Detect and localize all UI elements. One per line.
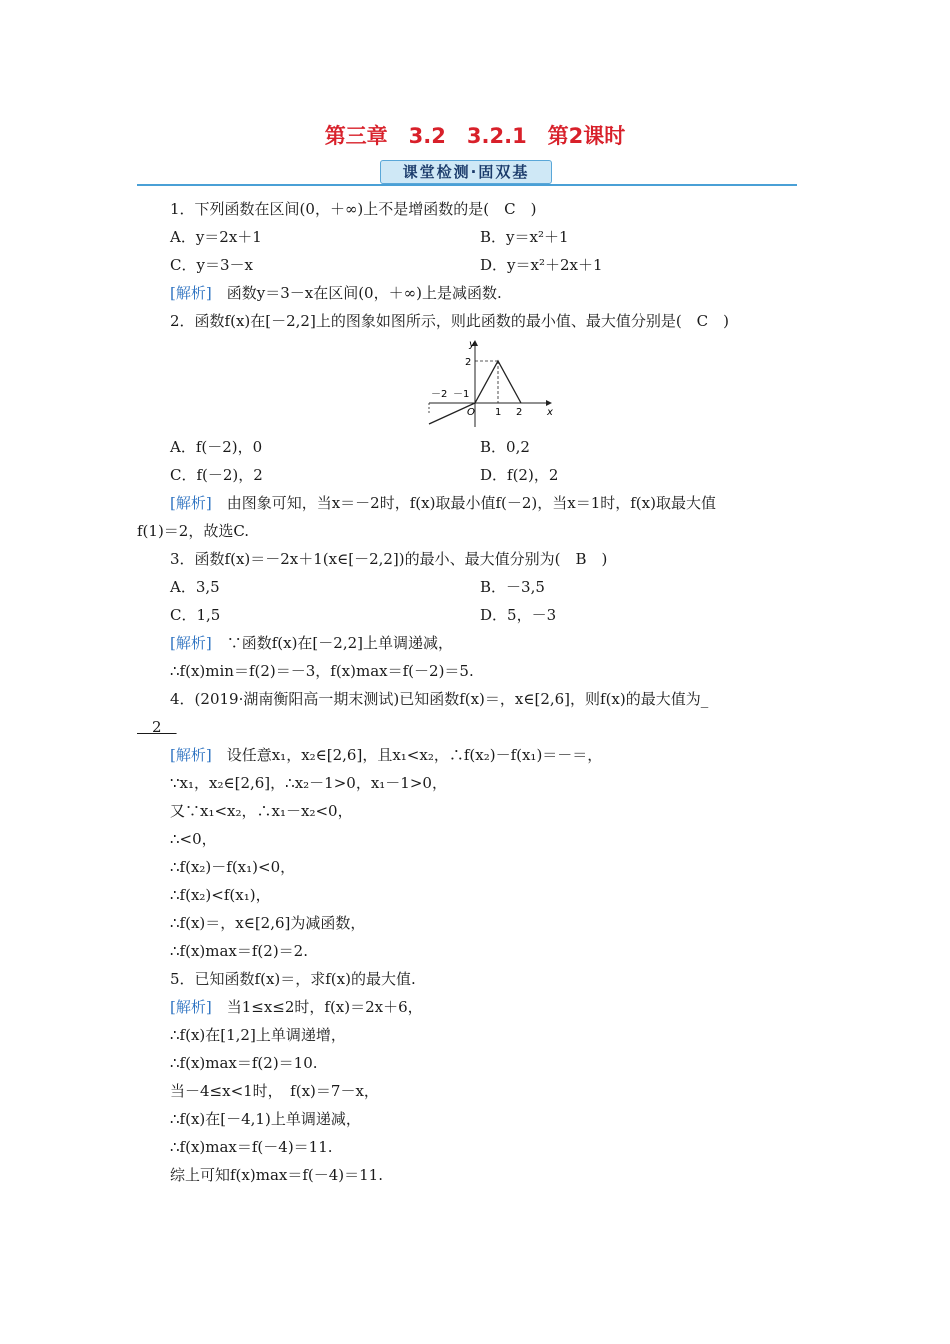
q5-step-5: ∴f(x)在[－4,1)上单调递减， xyxy=(170,1110,361,1128)
q5-step-3: ∴f(x)max＝f(2)＝10. xyxy=(170,1054,318,1072)
q4-explanation xyxy=(170,745,602,765)
q4-stem: 4．(2019·湖南衡阳高一期末测试)已知函数f(x)＝，x∈[2,6]，则f(x)的最大值为_ xyxy=(170,690,709,708)
q3-option-a: A．3,5 xyxy=(170,578,220,596)
q3-explanation-cont: ∴f(x)min＝f(2)＝－3，f(x)max＝f(－2)＝5. xyxy=(170,662,474,680)
q3-explanation-text: ∵函数f(x)在[－2,2]上单调递减， xyxy=(211,634,453,652)
q1-stem: 1．下列函数在区间(0，＋∞)上不是增函数的是( C ) xyxy=(170,200,537,218)
header-rule xyxy=(137,184,797,186)
q1-explanation-text: 函数y＝3－x在区间(0，＋∞)上是减函数. xyxy=(211,284,502,302)
q4-step-6: ∴f(x₂)<f(x₁)， xyxy=(170,886,271,904)
q1-option-c: C．y＝3－x xyxy=(170,256,253,274)
tick-x2: 2 xyxy=(516,407,523,418)
q3-stem: 3．函数f(x)＝－2x＋1(x∈[－2,2])的最小、最大值分别为( B ) xyxy=(170,550,608,568)
q3-option-b: B．－3,5 xyxy=(480,578,545,596)
tick-xm2: －2 xyxy=(431,389,448,400)
analysis-tag: [解析] xyxy=(170,494,212,512)
analysis-tag: [解析] xyxy=(170,998,212,1016)
q2-explanation-cont: f(1)＝2，故选C. xyxy=(137,522,250,540)
q4-step-5: ∴f(x₂)－f(x₁)<0， xyxy=(170,858,296,876)
origin-label: O xyxy=(467,407,475,418)
q1-option-a: A．y＝2x＋1 xyxy=(170,228,262,246)
analysis-tag: [解析] xyxy=(170,284,212,302)
q2-explanation-text: 由图象可知，当x＝－2时，f(x)取最小值f(－2)，当x＝1时，f(x)取最大值 xyxy=(211,494,716,512)
q2-option-a: A．f(－2)，0 xyxy=(170,438,263,456)
page-title: 第三章 3.2 3.2.1 第2课时 xyxy=(324,124,626,148)
section-banner: 课堂检测·固双基 xyxy=(380,160,552,184)
analysis-tag: [解析] xyxy=(170,634,212,652)
q5-stem: 5．已知函数f(x)＝，求f(x)的最大值. xyxy=(170,970,416,988)
analysis-tag: [解析] xyxy=(170,746,212,764)
tick-x1: 1 xyxy=(495,407,502,418)
q5-step-6: ∴f(x)max＝f(－4)＝11. xyxy=(170,1138,333,1156)
q1-option-b: B．y＝x²＋1 xyxy=(480,228,569,246)
function-graph xyxy=(425,335,560,430)
q5-step-1: 当1≤x≤2时，f(x)＝2x＋6， xyxy=(211,998,423,1016)
tick-xm1: －1 xyxy=(453,389,470,400)
q3-explanation xyxy=(170,633,453,653)
q1-option-d: D．y＝x²＋2x＋1 xyxy=(480,256,603,274)
q4-step-1: 设任意x₁，x₂∈[2,6]，且x₁<x₂，∴f(x₂)－f(x₁)＝－＝， xyxy=(211,746,603,764)
q1-explanation xyxy=(170,283,502,303)
q4-step-4: ∴<0， xyxy=(170,830,217,848)
x-label: x xyxy=(547,407,553,418)
q2-explanation xyxy=(170,493,716,513)
q2-option-c: C．f(－2)，2 xyxy=(170,466,263,484)
q4-step-3: 又∵x₁<x₂，∴x₁－x₂<0， xyxy=(170,802,353,820)
q2-option-b: B．0,2 xyxy=(480,438,530,456)
y-label: y xyxy=(469,339,475,350)
q4-step-2: ∵x₁，x₂∈[2,6]，∴x₂－1>0，x₁－1>0， xyxy=(170,774,447,792)
q5-explanation xyxy=(170,997,423,1017)
q4-step-8: ∴f(x)max＝f(2)＝2. xyxy=(170,942,308,960)
q4-step-7: ∴f(x)＝，x∈[2,6]为减函数， xyxy=(170,914,366,932)
q3-option-d: D．5，－3 xyxy=(480,606,557,624)
q5-step-7: 综上可知f(x)max＝f(－4)＝11. xyxy=(170,1166,383,1184)
q5-step-2: ∴f(x)在[1,2]上单调递增， xyxy=(170,1026,346,1044)
q3-option-c: C．1,5 xyxy=(170,606,221,624)
q4-answer: 2 xyxy=(137,718,177,736)
tick-y2: 2 xyxy=(465,357,472,368)
q5-step-4: 当－4≤x<1时， f(x)＝7－x， xyxy=(170,1082,379,1100)
q2-option-d: D．f(2)，2 xyxy=(480,466,559,484)
q2-stem: 2．函数f(x)在[－2,2]上的图象如图所示，则此函数的最小值、最大值分别是( C ) xyxy=(170,312,730,330)
